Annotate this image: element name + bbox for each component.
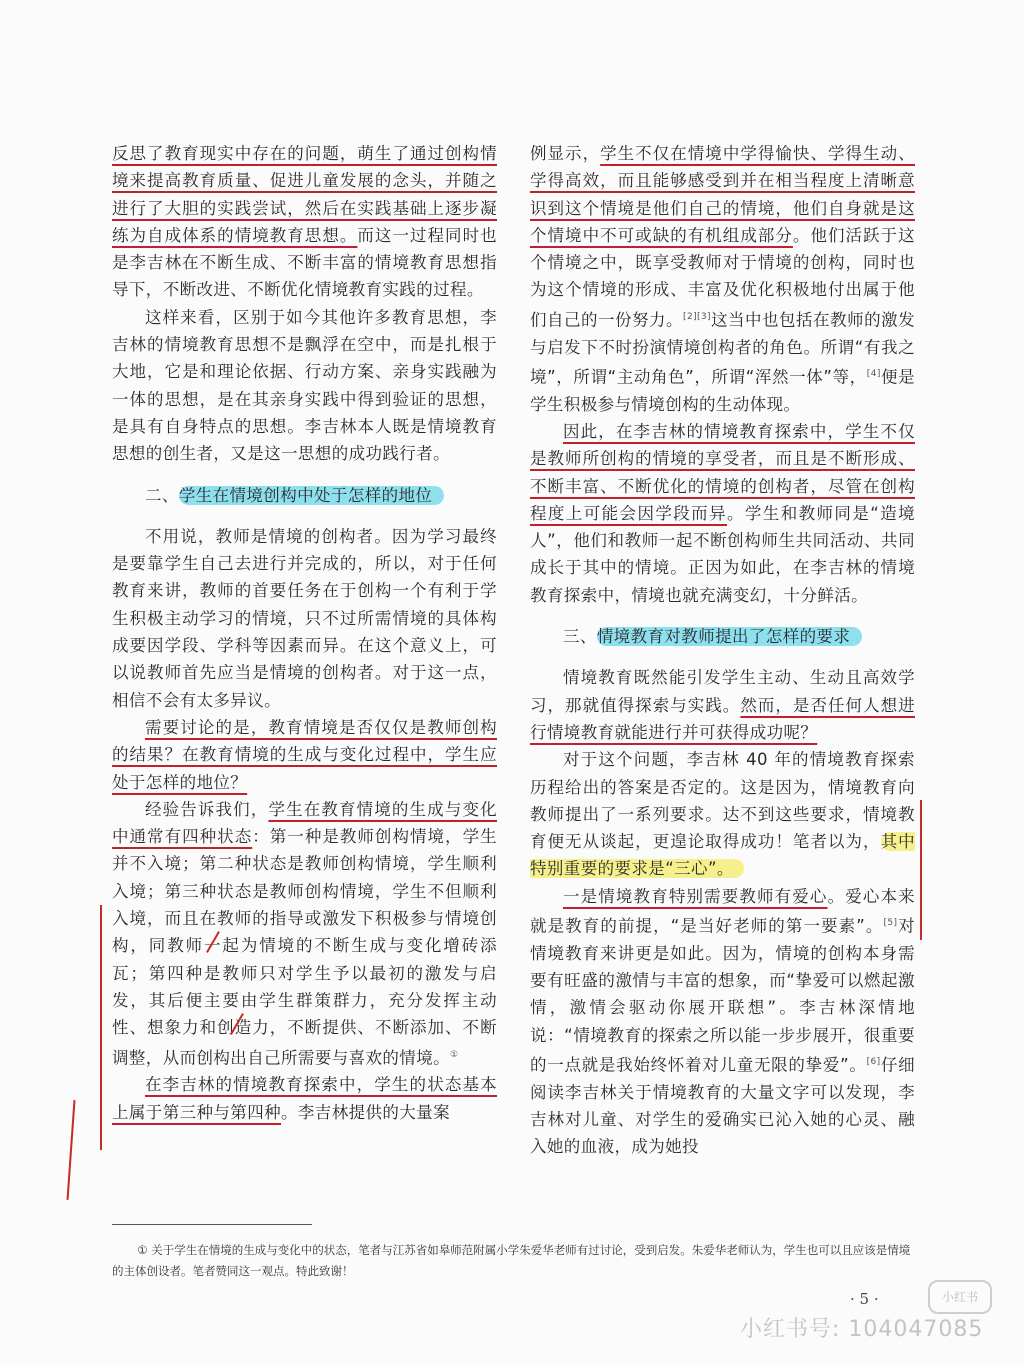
section-heading-3 [530, 623, 915, 650]
paragraph-text: 。学生和教师同是“造境人”，他们和教师一起不断创构师生共同活动、共同成长于其中的情境。正因为如此，在李吉林的情境教育探索中，情境也就充满变幻，十分鲜活。 [530, 503, 915, 605]
paragraph [530, 883, 915, 1161]
paragraph-text: 经验告诉我们， [145, 799, 269, 819]
margin-arrow-mark [67, 1100, 76, 1200]
underlined-text: 学生不仅在情境中学得愉快、学得生动、学得高效，而且能够感受到并在相当程度上清晰意识到这个情境是他们自己的情境，他们自身就是这个情境中不可或缺的有机组成部分 [530, 144, 916, 245]
heading-text: 学生在情境创构中处于怎样的地位 [179, 486, 445, 505]
underlined-text: 然而，是否任何人想进行情境教育就能进行并可获得成功呢？ [530, 695, 915, 742]
watermark-text: 小红书号: 104047085 [740, 1317, 984, 1342]
paragraph-text: 这当中也包括在教师的激发与启发下不时扮演情境创构者的角色。所谓“有我之境”，所谓“主动角色”，所谓“浑然一体”等， [530, 310, 915, 387]
section-heading-2 [112, 482, 497, 509]
underlined-text: 一是情境教育特别需要教师有爱心 [563, 886, 828, 906]
paragraph [530, 140, 915, 418]
page-number: · 5 · [850, 1290, 879, 1308]
underlined-text: 学生在教育情境的生成与变化中通常有四种状态 [112, 799, 497, 847]
paragraph-text: 而这一过程同时也是李吉林在不断生成、不断丰富的情境教育思想指导下，不断改进、不断优化情境教育实践的过程。 [112, 225, 498, 300]
paragraph-text: 仔细阅读李吉林关于情境教育的大量文字可以发现，李吉林对儿童、对学生的爱确实已沁入她的心灵、融入她的血液，成为她投 [530, 1055, 915, 1157]
heading-number: 二、 [145, 485, 179, 505]
paragraph-text: 。他们活跃于这个情境之中，既享受教师对于情境的创构，同时也为这个情境的形成、丰富及优化积极地付出属于他们自己的一份努力。 [530, 225, 915, 330]
underlined-text: 因此，在李吉林的情境教育探索中，学生不仅是教师所创构的情境的享受者，而且是不断形成、不断丰富、不断优化的情境的创构者，尽管在创构程度上可能会因学段而异 [530, 421, 915, 523]
paragraph [112, 796, 497, 1071]
paragraph [530, 418, 915, 609]
watermark-logo: 小红书 [928, 1280, 992, 1314]
heading-number: 三、 [563, 627, 597, 647]
underlined-text: 在李吉林的情境教育探索中，学生的状态基本上属于第三种与第四种 [112, 1075, 497, 1122]
paragraph-text: 对于这个问题，李吉林 40 年的情境教育探索历程给出的答案是否定的。这是因为，情境教育向教师提出了一系列要求。达不到这些要求，情境教育便无从谈起，更遑论取得成功！笔者以为， [530, 750, 915, 852]
citation-ref[interactable]: [5] [883, 918, 898, 929]
paragraph-text: ：第一种是教师创构情境，学生并不入境；第二种状态是教师创构情境，学生顺利入境；第三种状态是教师创构情境，学生不但顺利入境，而且在教师的指导或激发下积极参与情境创构，同教师一起为情境的不断生成与变化增砖添瓦；第四种是教师只对学生予以最初的激发与启发，其后便主要由学生群策群力，充分发挥主动性、想象力和创造力，不断提供、不断添加、不断调整，从而创构出自己所需要与喜欢的情境。 [112, 827, 497, 1067]
footnote-divider [112, 1224, 312, 1225]
paragraph [112, 714, 497, 796]
margin-bracket-mark [100, 905, 102, 1150]
citation-ref[interactable]: [6] [866, 1057, 881, 1067]
heading-text: 情境教育对教师提出了怎样的要求 [597, 627, 863, 646]
citation-ref[interactable]: [4] [866, 368, 881, 379]
paragraph-text: 情境教育既然能引发学生主动、生动且高效学习，那就值得探索与实践。 [530, 668, 915, 715]
paragraph: 不用说，教师是情境的创构者。因为学习最终是要靠学生自己去进行并完成的，所以，对于任何教育来讲，教师的首要任务在于创构一个有利于学生积极主动学习的情境，只不过所需情境的具体构成要因学段、学科等因素而异。在这个意义上，可以说教师首先应当是情境的创构者。对于这一点，相信不会有太多异议。 [112, 526, 497, 710]
paragraph-text: 便是学生积极参与情境创构的生动体现。 [530, 367, 915, 414]
left-column [112, 140, 497, 1126]
paragraph [112, 1071, 497, 1126]
paragraph-text: 。爱心本来就是教育的前提，“是当好老师的第一要素”。 [530, 886, 916, 936]
paragraph [530, 746, 915, 882]
paragraph-text: 。李吉林提供的大量案 [281, 1102, 450, 1122]
highlighted-text: 其中特别重要的要求是“三心”。 [530, 832, 915, 879]
footnote: ① 关于学生在情境的生成与变化中的状态，笔者与江苏省如皋师范附属小学朱爱华老师有过讨论，受到启发。朱爱华老师认为，学生也可以且应该是情境的主体创设者。笔者赞同这一观点。特此致谢！ [112, 1243, 911, 1278]
underlined-text: 需要讨论的是，教育情境是否仅仅是教师创构的结果？在教育情境的生成与变化过程中，学生应处于怎样的地位？ [112, 717, 497, 792]
paragraph [530, 664, 915, 746]
footnote-marker[interactable]: ① [450, 1049, 459, 1060]
underlined-text: 反思了教育现实中存在的问题，萌生了通过创构情境来提高教育质量、促进儿童发展的念头，并随之进行了大胆的实践尝试，然后在实践基础上逐步凝练为自成体系的情境教育思想。 [112, 144, 497, 245]
margin-bracket-mark [920, 800, 922, 940]
paragraph: 这样来看，区别于如今其他许多教育思想，李吉林的情境教育思想不是飘浮在空中，而是扎根于大地，它是和理论依据、行动方案、亲身实践融为一体的思想，是在其亲身实践中得到验证的思想，是具有自身特点的思想。李吉林本人既是情境教育思想的创生者，又是这一思想的成功践行者。 [112, 307, 497, 464]
right-column [530, 140, 915, 1161]
paragraph [112, 140, 497, 304]
paragraph-text: 例显示， [530, 144, 601, 163]
citation-ref[interactable]: [2][3] [683, 311, 711, 322]
paragraph-text: 对情境教育来讲更是如此。因为，情境的创构本身需要有旺盛的激情与丰富的想象，而“挚爱可以燃起激情，激情会驱动你展开联想”。李吉林深情地说：“情境教育的探索之所以能一步步展开，很重要的一点就是我始终怀着对儿童无限的挚爱”。 [530, 916, 915, 1075]
